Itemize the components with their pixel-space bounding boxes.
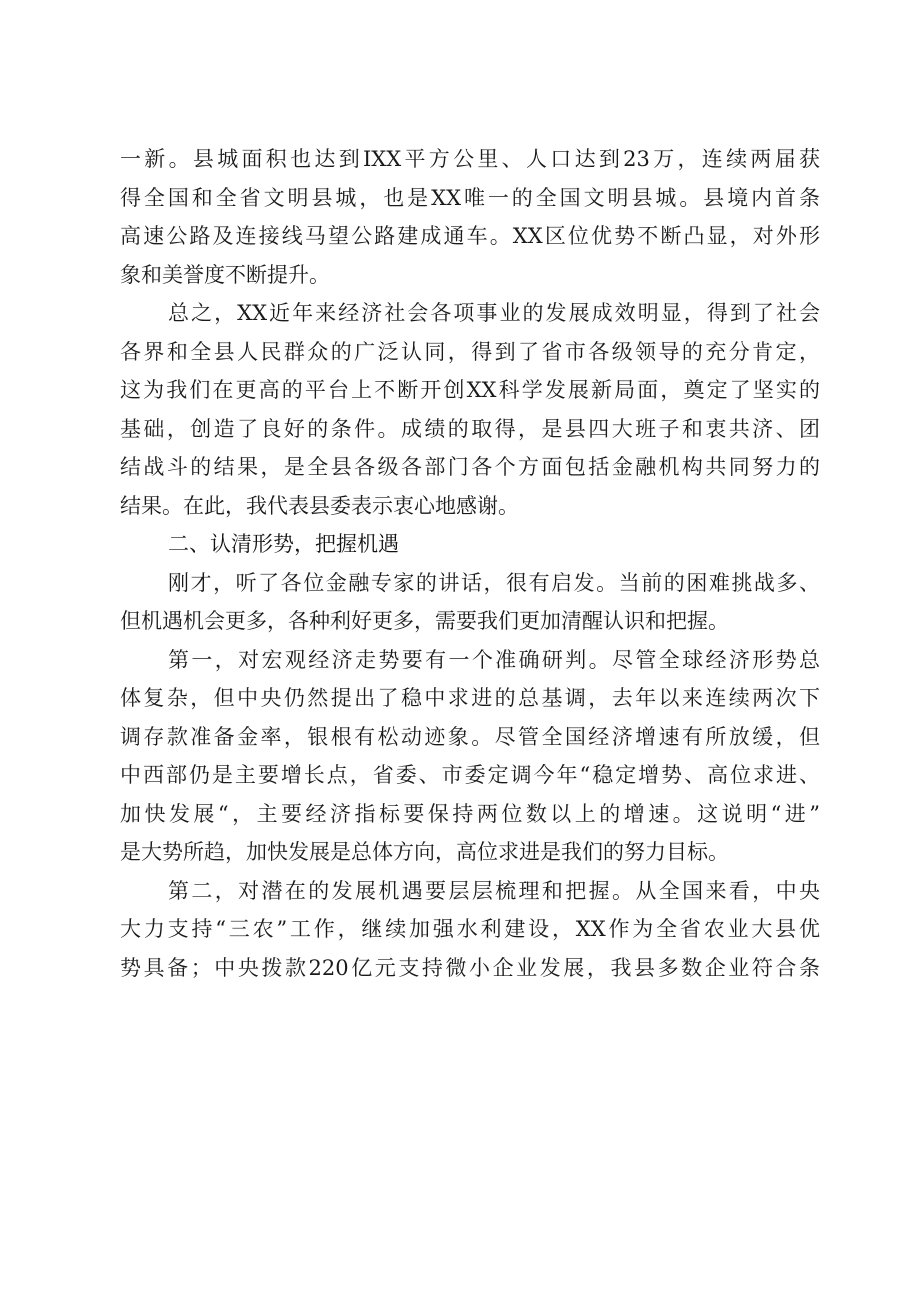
- text-line: 第一，对宏观经济走势要有一个准确研判。尽管全球经济形势总: [168, 647, 820, 672]
- text-line: 结果。在此，我代表县委表示衷心地感谢。: [120, 493, 519, 518]
- section-heading: 二、认清形势，把握机遇: [168, 532, 399, 556]
- paragraph-continuation: [120, 140, 820, 294]
- text-line: 体复杂，但中央仍然提出了稳中求进的总基调，去年以来连续两次下: [120, 686, 820, 710]
- text-line: 中西部仍是主要增长点，省委、市委定调今年“稳定增势、高位求进、: [120, 763, 820, 787]
- text-line: 一新。县城面积也达到IXX平方公里、人口达到23万，连续两届获: [120, 147, 820, 171]
- paragraph-first-point: [120, 641, 820, 872]
- text-line: 象和美誉度不断提升。: [120, 262, 330, 287]
- text-line: 大力支持“三农”工作，继续加强水利建设，XX作为全省农业大县优: [120, 917, 820, 941]
- text-line: 加快发展“，主要经济指标要保持两位数以上的增速。这说明“进”: [120, 801, 820, 826]
- text-line: 各界和全县人民群众的广泛认同，得到了省市各级领导的充分肯定，: [120, 339, 820, 364]
- paragraph-second-point: [120, 872, 820, 988]
- paragraph-intro: [120, 564, 820, 641]
- text-line: 调存款准备金率，银根有松动迹象。尽管全国经济增速有所放缓，但: [120, 724, 820, 749]
- text-line: 基础，创造了良好的条件。成绩的取得，是县四大班子和衷共济、团: [120, 416, 820, 441]
- text-line: 得全国和全省文明县城，也是XX唯一的全国文明县城。县境内首条: [120, 185, 820, 210]
- text-line: 势具备；中央拨款220亿元支持微小企业发展，我县多数企业符合条: [120, 955, 820, 980]
- text-line: 这为我们在更高的平台上不断开创XX科学发展新局面，奠定了坚实的: [120, 378, 820, 402]
- text-line: 但机遇机会更多，各种利好更多，需要我们更加清醒认识和把握。: [120, 609, 729, 633]
- text-line: 第二，对潜在的发展机遇要层层梳理和把握。从全国来看，中央: [168, 878, 820, 903]
- text-line: 刚才，听了各位金融专家的讲话，很有启发。当前的困难挑战多、: [168, 570, 820, 595]
- text-line: 结战斗的结果，是全县各级各部门各个方面包括金融机构共同努力的: [120, 455, 820, 479]
- document-body: [120, 140, 820, 987]
- text-line: 总之，XX近年来经济社会各项事业的发展成效明显，得到了社会: [168, 301, 820, 325]
- paragraph-summary: [120, 294, 820, 525]
- text-line: 是大势所趋，加快发展是总体方向，高位求进是我们的努力目标。: [120, 840, 729, 864]
- text-line: 高速公路及连接线马望公路建成通车。XX区位优势不断凸显，对外形: [120, 224, 820, 248]
